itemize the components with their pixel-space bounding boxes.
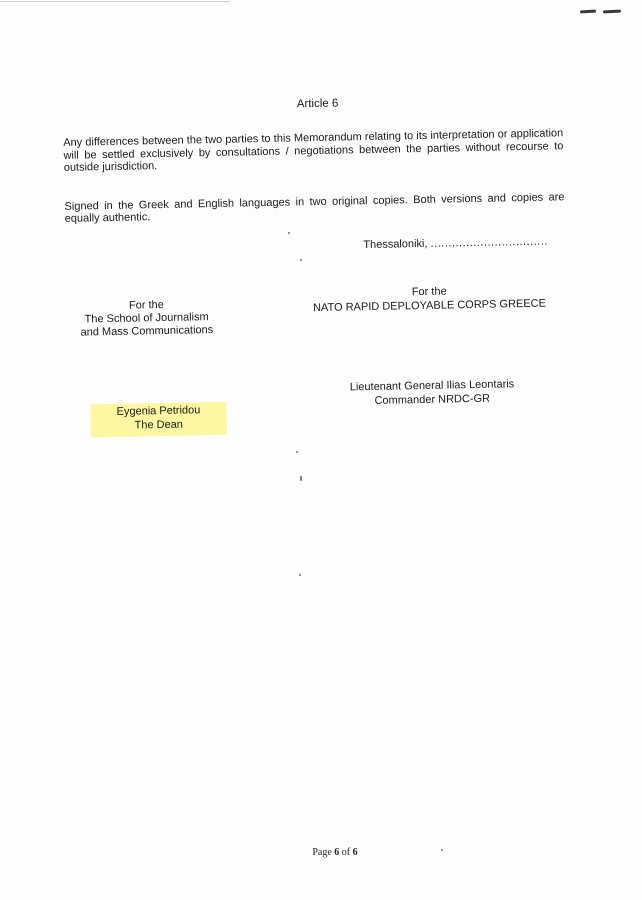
signatory-left-highlighted <box>90 402 227 438</box>
party-left-line-2: and Mass Communications <box>80 324 214 339</box>
scan-speck <box>296 451 298 453</box>
footer-of-word: of <box>341 847 351 858</box>
signatory-right-name: Lieutenant General Ilias Leontaris <box>349 378 515 394</box>
footer-page-word: Page <box>312 847 332 858</box>
scan-speck <box>441 849 443 851</box>
signatory-left-name: Eygenia Petridou <box>116 404 201 418</box>
place-date-line <box>363 236 548 252</box>
scan-edge-line <box>0 1 230 2</box>
scan-speck <box>300 259 302 261</box>
document-body <box>62 85 565 432</box>
party-right-name: NATO RAPID DEPLOYABLE CORPS GREECE <box>312 297 547 314</box>
signatory-right-title: Commander NRDC-GR <box>374 392 491 407</box>
scan-speck <box>288 232 290 234</box>
place-label: Thessaloniki, <box>363 237 428 252</box>
article-paragraph-signed: Signed in the Greek and English languages in two original copies. Both versions and copies are equally authentic. <box>64 190 565 225</box>
scan-speck <box>299 574 301 576</box>
article-paragraph-disputes: Any differences between the two parties to this Memorandum relating to its interpretation or application will be settled exclusively by consultations / negotiations between the parties without recourse to outside jurisdiction. <box>63 127 564 174</box>
signatory-left-title: The Dean <box>134 418 183 432</box>
article-heading: Article 6 <box>296 97 339 111</box>
party-left-line-1: The School of Journalism <box>84 311 209 326</box>
signatory-right-block <box>332 378 532 409</box>
punch-hole-mark-right <box>603 10 621 14</box>
party-left-for: For the <box>128 298 164 312</box>
scan-speck <box>300 476 302 481</box>
date-blank: ................................. <box>430 235 549 250</box>
party-right-for: For the <box>411 285 447 299</box>
punch-hole-mark-left <box>580 10 596 14</box>
party-left-block <box>66 298 227 340</box>
footer-total-pages: 6 <box>352 847 358 858</box>
page-footer <box>300 847 370 858</box>
footer-current-page: 6 <box>334 847 340 858</box>
party-right-block <box>294 283 564 315</box>
